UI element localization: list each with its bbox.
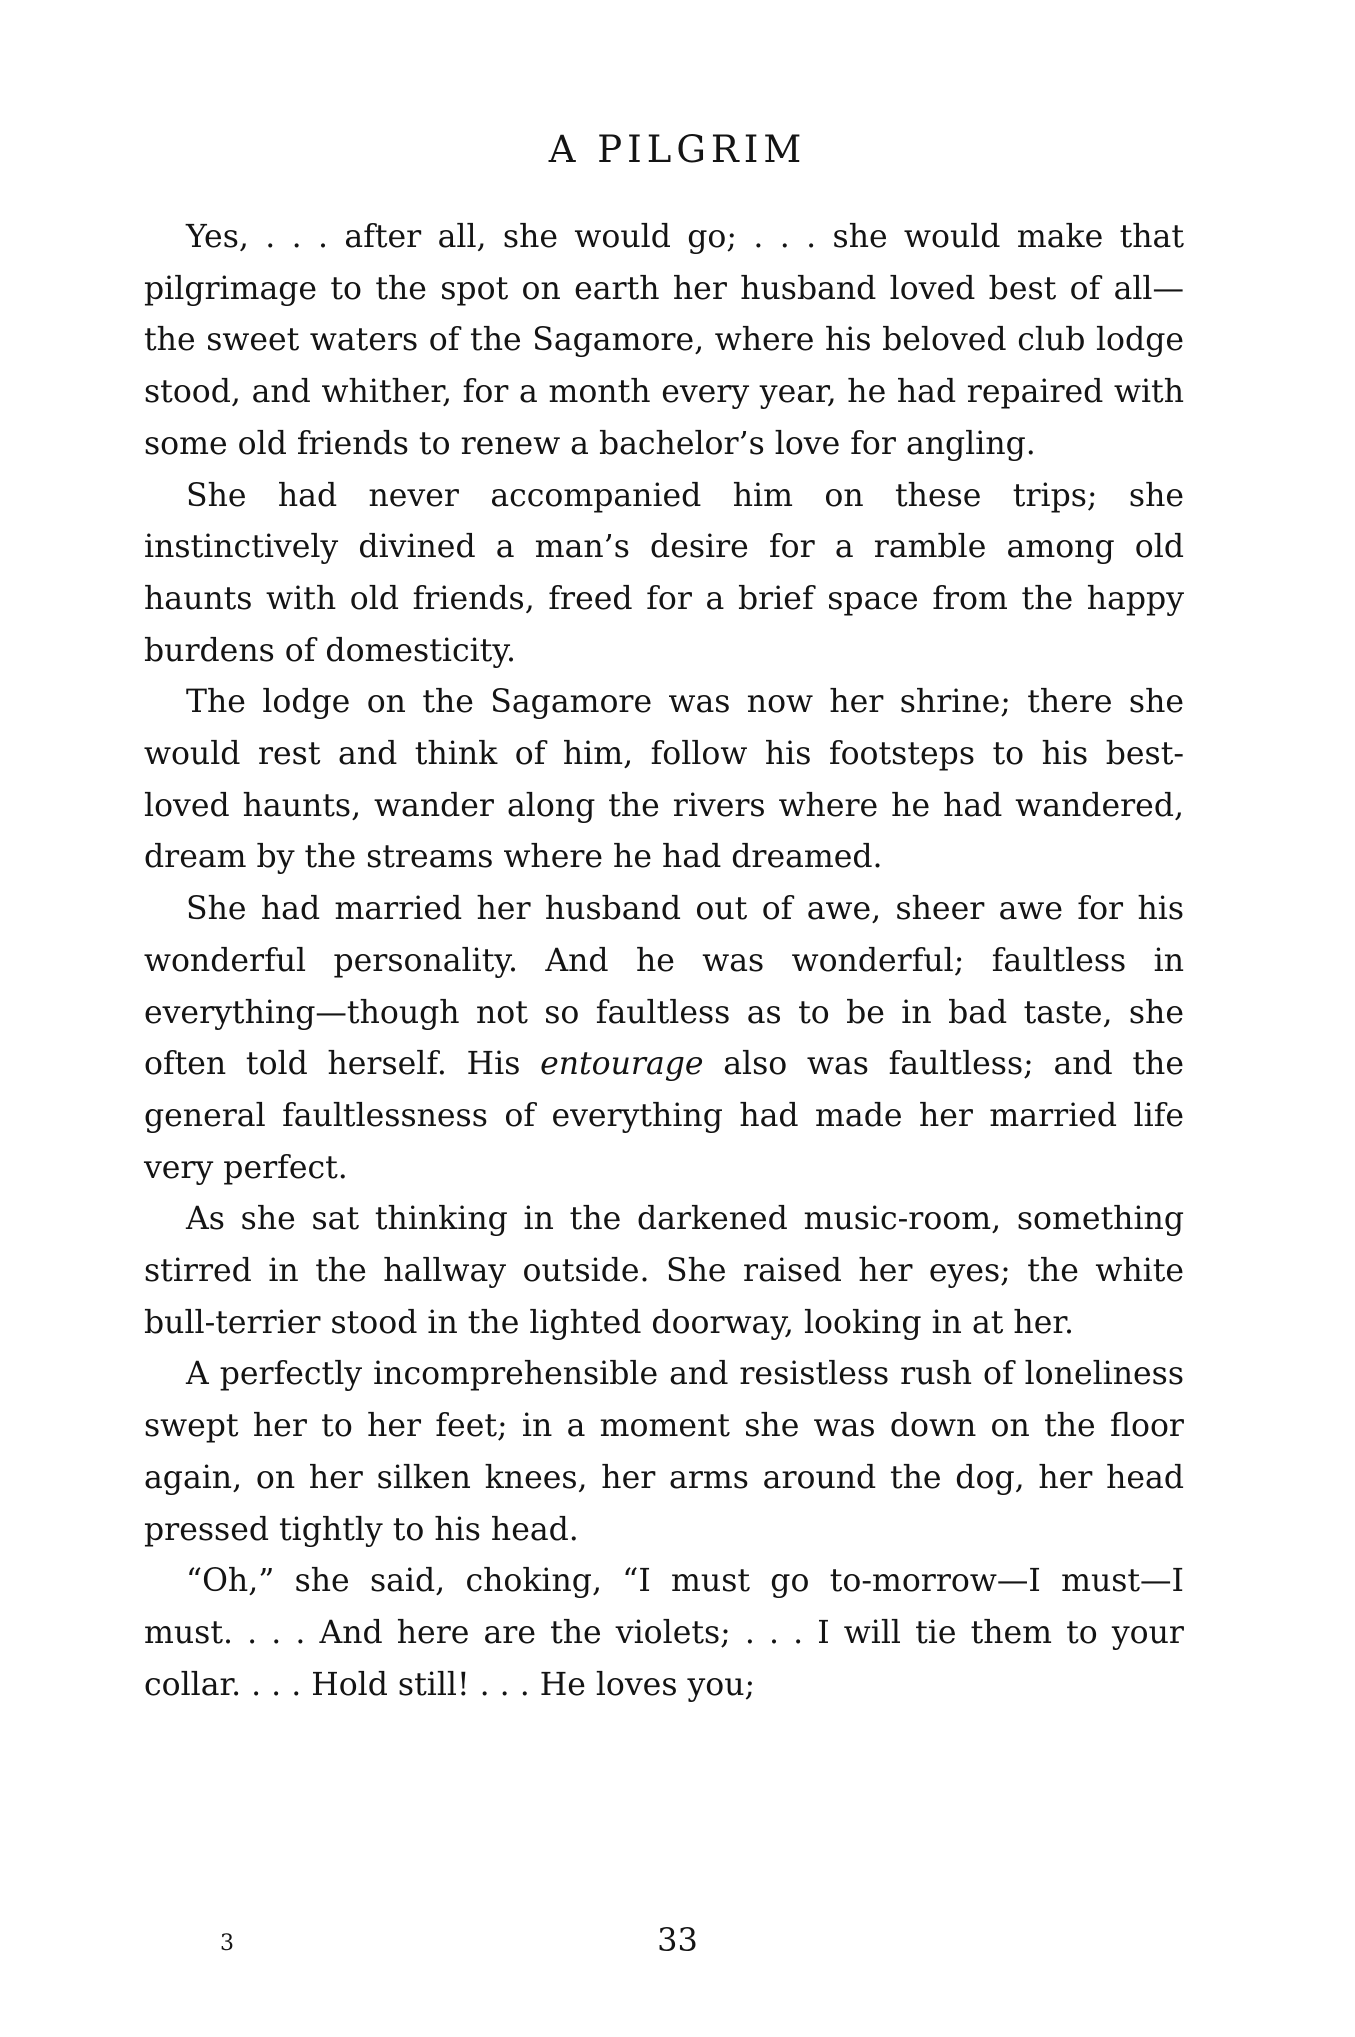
paragraph-7: “Oh,” she said, choking, “I must go to-morrow—I must—I must. . . . And here are the violets; . . . I will tie them to your collar. . . . Hold still! . . . He loves you; xyxy=(144,1563,1184,1703)
paragraph-4-before: She had married her husband out of awe, sheer awe for his wonderful personality. And he was wonderful; faultless in everything—though not so faultless as to be in bad taste, she often told herself. His xyxy=(144,891,1184,1083)
page-number: 33 xyxy=(657,1921,698,1959)
paragraph-4 xyxy=(144,884,1184,1194)
paragraph-2: She had never accompanied him on these trips; she instinctively divined a man’s desire for a ramble among old haunts with old friends, freed for a brief space from the happy burdens of domesticity. xyxy=(144,477,1184,669)
paragraph-3: The lodge on the Sagamore was now her shrine; there she would rest and think of him, follow his footsteps to his best-loved haunts, wander along the rivers where he had wandered, dream by the streams where he had dreamed. xyxy=(144,684,1184,876)
paragraph-5: As she sat thinking in the darkened music-room, something stirred in the hallway outside. She raised her eyes; the white bull-terrier stood in the lighted doorway, looking in at her. xyxy=(144,1201,1184,1341)
paragraph-1: Yes, . . . after all, she would go; . . . she would make that pilgrimage to the spot on earth her husband loved best of all—the sweet waters of the Sagamore, where his beloved club lodge stood, and whither, for a month every year, he had repaired with some old friends to renew a bachelor’s love for angling. xyxy=(144,219,1184,462)
italic-entourage: entourage xyxy=(540,1046,704,1083)
paragraph-6: A perfectly incomprehensible and resistless rush of loneliness swept her to her feet; in a moment she was down on the floor again, on her silken knees, her arms around the dog, her head pressed tightly to his head. xyxy=(144,1356,1184,1548)
running-title: A PILGRIM xyxy=(548,128,807,171)
paragraph-4-after: also was faultless; and the general faultlessness of everything had made her married life very perfect. xyxy=(144,1046,1184,1186)
signature-mark: 3 xyxy=(220,1931,234,1956)
body-text xyxy=(144,212,1184,1711)
